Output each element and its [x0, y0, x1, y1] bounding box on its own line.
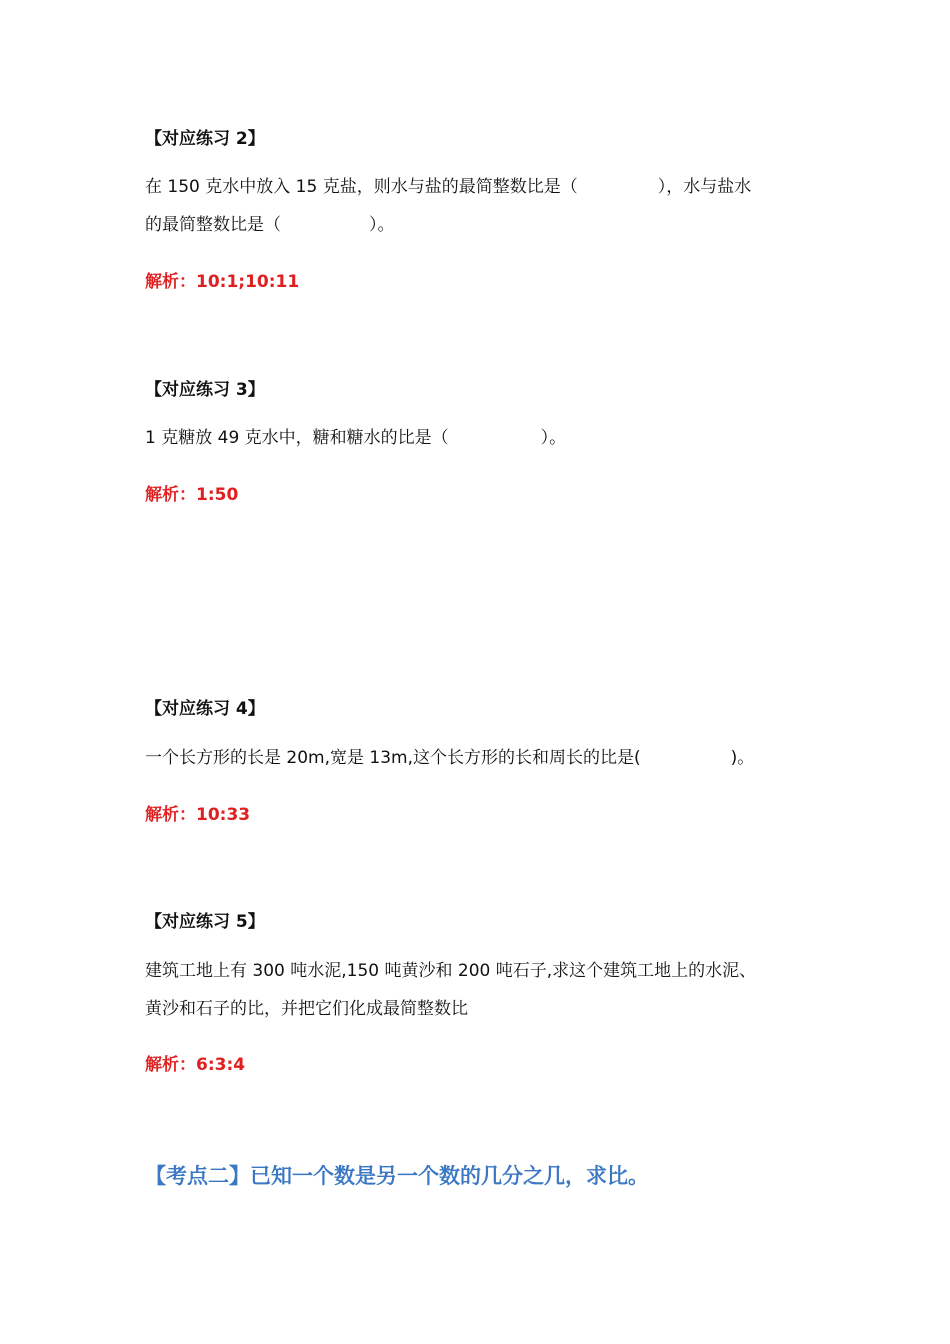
exercise-2-question-part-4: ）。: [369, 215, 395, 235]
exercise-4-heading: 【对应练习 4】: [145, 699, 265, 719]
exercise-5-question: [145, 952, 815, 1028]
exercise-4-question: [145, 739, 815, 777]
exercise-5-heading: 【对应练习 5】: [145, 912, 265, 932]
exercise-3-question: [145, 419, 815, 457]
exercise-4-question-part-2: )。: [730, 748, 755, 768]
exercise-2-question-line-2: [145, 206, 815, 244]
exercise-2-question-part-3: 的最简整数比是（: [145, 215, 281, 235]
exercise-2-question-part-1: 在 150 克水中放入 15 克盐，则水与盐的最简整数比是（: [145, 177, 578, 197]
exercise-3-question-part-1: 1 克糖放 49 克水中，糖和糖水的比是（: [145, 428, 449, 448]
exercise-4-answer: 解析：10:33: [145, 805, 251, 825]
exercise-3-question-part-2: ）。: [540, 428, 567, 448]
exercise-2-question-line-1: [145, 168, 815, 206]
exercise-5-answer: 解析：6:3:4: [145, 1055, 246, 1075]
exercise-2-question-part-2: ），水与盐水: [657, 177, 752, 197]
exercise-3-answer: 解析：1:50: [145, 485, 239, 505]
section-title: 【考点二】已知一个数是另一个数的几分之几，求比。: [145, 1164, 649, 1188]
exercise-5-question-line-2: 黄沙和石子的比，并把它们化成最简整数比: [145, 999, 468, 1019]
exercise-2-answer: 解析：10:1;10:11: [145, 272, 300, 292]
exercise-2-heading: 【对应练习 2】: [145, 129, 265, 149]
exercise-3-heading: 【对应练习 3】: [145, 380, 265, 400]
exercise-5-question-line-1: 建筑工地上有 300 吨水泥,150 吨黄沙和 200 吨石子,求这个建筑工地上的水泥、: [145, 961, 757, 981]
exercise-2-question: [145, 168, 815, 244]
exercise-4-question-part-1: 一个长方形的长是 20m,宽是 13m,这个长方形的长和周长的比是(: [145, 748, 641, 768]
